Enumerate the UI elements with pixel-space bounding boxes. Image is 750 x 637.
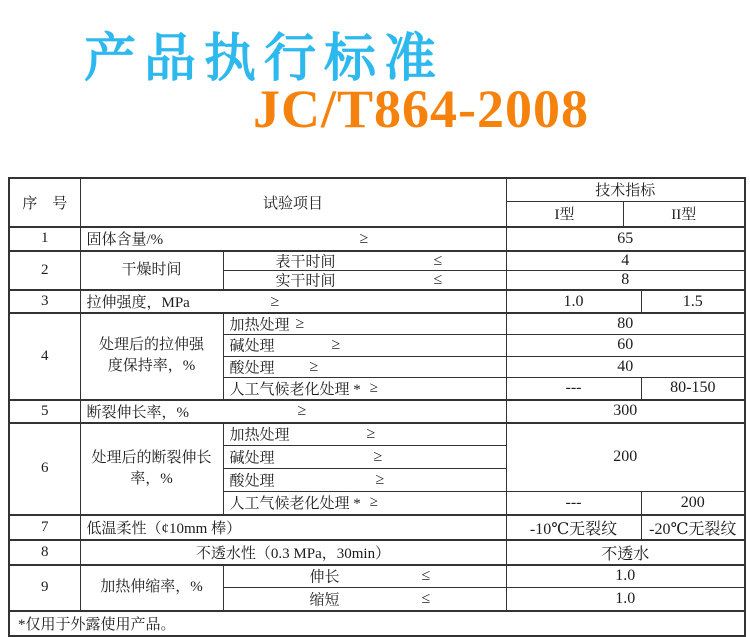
row9-sub1-label: 伸长 [309, 569, 340, 586]
row9-index: 9 [9, 565, 80, 611]
row2-sub1-value: 4 [506, 251, 745, 271]
row3-item-label: 拉伸强度，MPa [86, 295, 190, 311]
table-row [9, 251, 745, 271]
row6-group [80, 423, 223, 515]
row4-sub2-value: 60 [506, 334, 745, 356]
row9-sub1 [223, 565, 506, 588]
row4-sub3 [223, 356, 506, 377]
row9-sub2 [223, 588, 506, 611]
standard-code: JC/T864-2008 [253, 79, 589, 139]
row1-value: 65 [506, 227, 745, 251]
row6-sub1-label: 加热处理 [229, 427, 290, 444]
row9-sub1-op: ≤ [421, 567, 431, 585]
row7-value-type2: -20℃无裂纹 [641, 515, 745, 540]
row4-group-line1: 处理后的拉伸强 [98, 337, 204, 354]
footnote: *仅用于外露使用产品。 [9, 611, 745, 636]
row4-sub3-label: 酸处理 [229, 360, 275, 376]
table-row [9, 565, 745, 588]
row6-merged-value: 200 [506, 423, 745, 492]
row4-sub1 [223, 313, 506, 334]
row9-sub1-value: 1.0 [506, 565, 745, 588]
row4-index: 4 [9, 313, 80, 400]
row2-sub2 [223, 271, 506, 291]
table-row [9, 227, 745, 251]
row1-index: 1 [9, 227, 80, 251]
row6-sub1 [223, 423, 506, 446]
row2-sub1-label: 表干时间 [275, 254, 336, 271]
row4-sub1-op: ≥ [295, 314, 305, 332]
header-test-item: 试验项目 [80, 178, 506, 227]
row6-sub3 [223, 469, 506, 492]
spec-table [8, 177, 746, 637]
row4-sub4-op: ≥ [369, 379, 378, 396]
table-row [9, 313, 745, 334]
row6-sub2 [223, 446, 506, 469]
header-tech-index: 技术指标 [506, 178, 745, 201]
row3-value-type1: 1.0 [506, 290, 641, 313]
table-row [9, 540, 745, 565]
row1-item-label: 固体含量/% [86, 232, 164, 248]
row1-item [80, 227, 506, 251]
type-header-split [507, 202, 745, 226]
row4-sub1-value: 80 [506, 313, 745, 334]
row4-sub3-value: 40 [506, 356, 745, 377]
row6-sub4-value-type1: --- [506, 492, 641, 515]
row6-sub2-op: ≥ [373, 448, 383, 465]
row4-sub4-value-type2: 80-150 [641, 377, 745, 400]
row2-index: 2 [9, 251, 80, 291]
row3-op: ≥ [270, 292, 280, 310]
row5-index: 5 [9, 400, 80, 423]
row6-sub4-op: ≥ [369, 494, 378, 511]
row4-group-line2: 度保持率，% [107, 358, 196, 375]
row9-group: 加热伸缩率，% [80, 565, 223, 611]
row9-sub2-value: 1.0 [506, 588, 745, 611]
row7-index: 7 [9, 515, 80, 540]
row4-sub2-op: ≥ [331, 336, 341, 353]
header-type2: II型 [671, 207, 697, 223]
row1-op: ≥ [359, 229, 369, 247]
row6-sub3-op: ≥ [375, 471, 385, 488]
row4-sub4-value-type1: --- [506, 377, 641, 400]
row2-sub1 [223, 251, 506, 271]
header-type1: I型 [507, 202, 624, 226]
table-row [9, 423, 745, 446]
row4-sub2-label: 碱处理 [229, 338, 275, 355]
row6-group-line2: 率，% [130, 470, 173, 487]
row8-value: 不透水 [506, 540, 745, 565]
row2-group: 干燥时间 [80, 251, 223, 291]
row2-sub1-op: ≤ [433, 251, 443, 269]
table-row [9, 400, 745, 423]
row8-item: 不透水性（0.3 MPa，30min） [80, 540, 506, 565]
row2-sub2-label: 实干时间 [275, 273, 336, 290]
row4-sub4-label: 人工气候老化处理 * [229, 381, 361, 398]
page-title: 产品执行标准 [84, 31, 445, 88]
row7-item: 低温柔性（¢10mm 棒） [80, 515, 506, 540]
row6-sub3-label: 酸处理 [229, 473, 275, 490]
row6-sub4-label: 人工气候老化处理 * [229, 496, 361, 513]
row6-index: 6 [9, 423, 80, 515]
row6-sub4-value-type2: 200 [641, 492, 745, 515]
row6-group-line1: 处理后的断裂伸长 [91, 449, 212, 466]
row2-sub2-op: ≤ [433, 271, 443, 288]
row9-sub2-label: 缩短 [309, 592, 340, 609]
row2-sub2-value: 8 [506, 271, 745, 291]
table-row [9, 290, 745, 313]
row8-index: 8 [9, 540, 80, 565]
row4-sub2 [223, 334, 506, 356]
row3-index: 3 [9, 290, 80, 313]
row4-sub3-op: ≥ [309, 357, 319, 375]
row4-group [80, 313, 223, 400]
row5-value: 300 [506, 400, 745, 423]
row5-item-label: 断裂伸长率，% [86, 404, 189, 421]
row6-sub1-op: ≥ [366, 425, 376, 443]
row6-sub4 [223, 492, 506, 515]
row3-item [80, 290, 506, 313]
row9-sub2-op: ≤ [421, 589, 431, 607]
table-row [9, 611, 745, 636]
row5-item [80, 400, 506, 423]
row3-value-type2: 1.5 [641, 290, 745, 313]
row6-sub2-label: 碱处理 [229, 450, 275, 467]
row7-value-type1: -10℃无裂纹 [506, 515, 641, 540]
row5-op: ≥ [297, 402, 307, 419]
row4-sub1-label: 加热处理 [229, 317, 290, 334]
row4-sub4 [223, 377, 506, 400]
table-row [9, 515, 745, 540]
header-index: 序 号 [9, 178, 80, 227]
